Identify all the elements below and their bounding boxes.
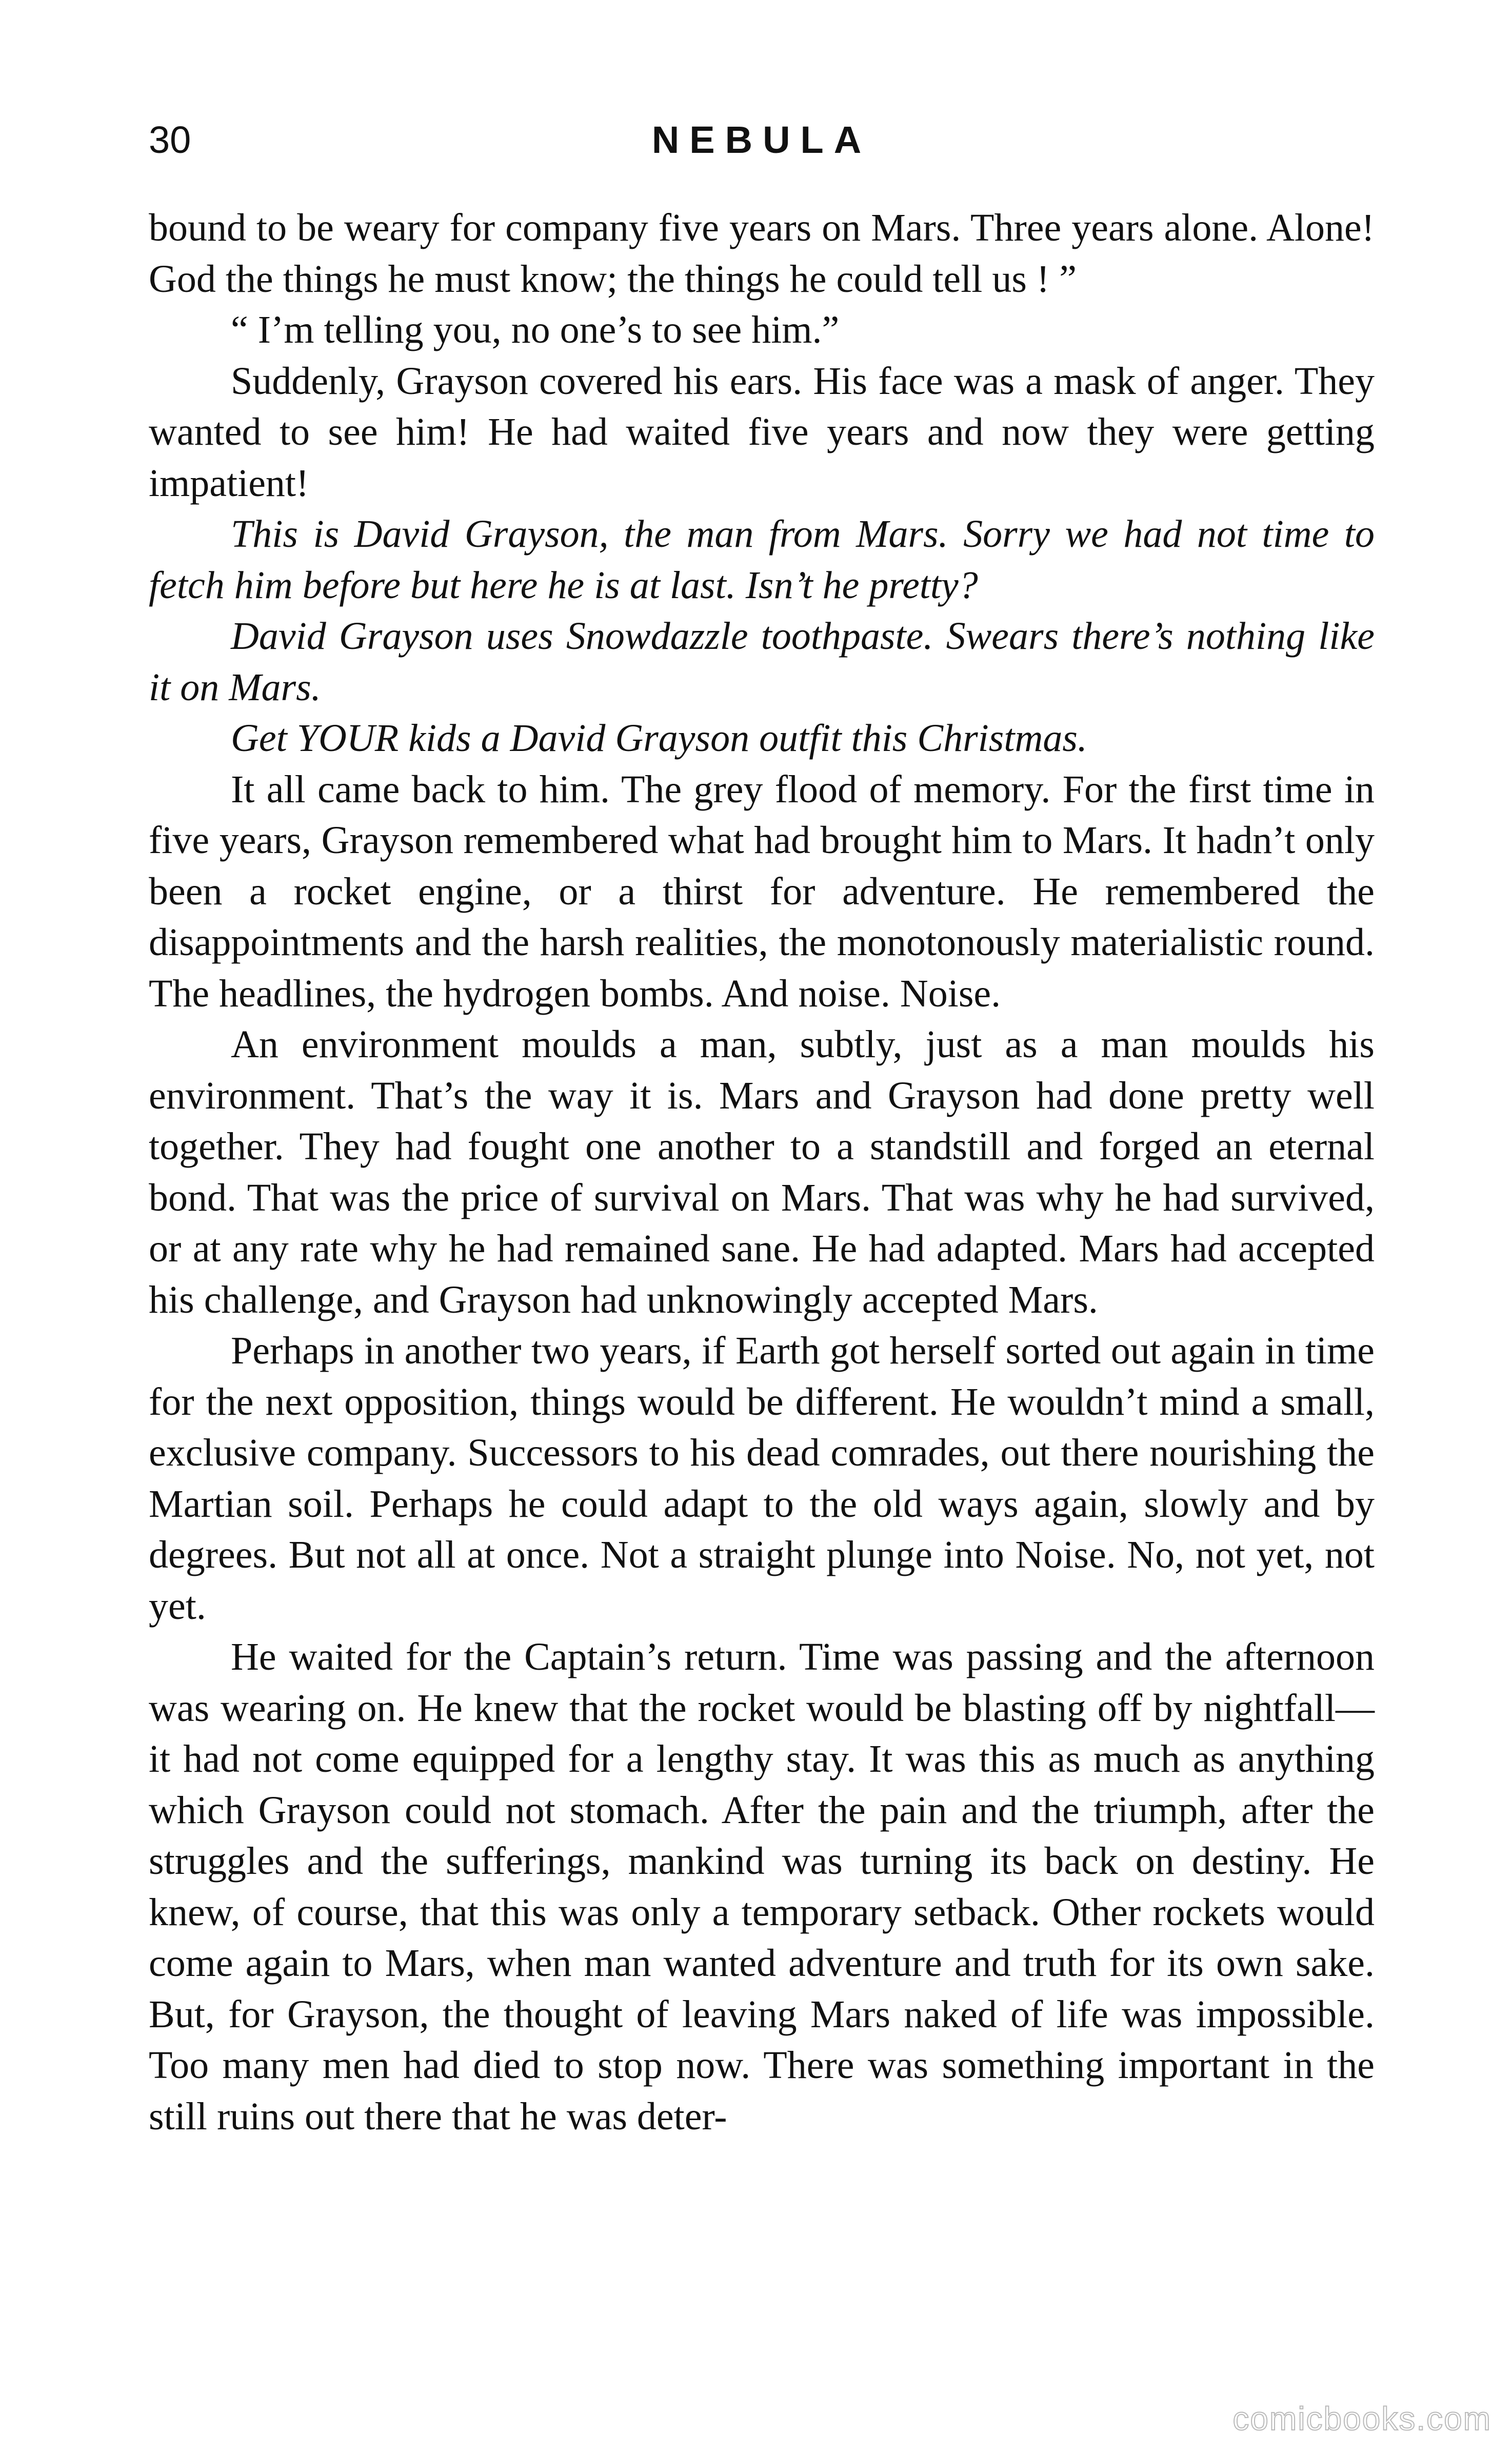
body-text: [149, 203, 1375, 2142]
running-title: NEBULA: [651, 118, 872, 161]
watermark: comicbooks.com: [1232, 2400, 1491, 2437]
page-number: 30: [149, 118, 191, 161]
paragraph-1: bound to be weary for company five years on Mars. Three years alone. Alone! God the things he must know; the things he could tell us ! ”: [149, 206, 1375, 301]
paragraph-2: “ I’m telling you, no one’s to see him.”: [231, 308, 840, 351]
paragraph-7: It all came back to him. The grey flood of memory. For the first time in five years, Grayson remembered what had brought him to Mars. It hadn’t only been a rocket engine, or a thirst for adventure. He remembered the disappointments and the harsh realities, the monotonously materialistic round. The headlines, the hydrogen bombs. And noise. Noise.: [149, 767, 1375, 1015]
paragraph-8: An environment moulds a man, subtly, just as a man moulds his environment. That’s the way it is. Mars and Grayson had done pretty well together. They had fought one another to a standstill and forged an eternal bond. That was the price of survival on Mars. That was why he had survived, or at any rate why he had remained sane. He had adapted. Mars had accepted his challenge, and Grayson had unknowingly accepted Mars.: [149, 1023, 1375, 1321]
paragraph-10: He waited for the Captain’s return. Time was passing and the afternoon was wearing on. He knew that the rocket would be blasting off by nightfall—it had not come equipped for a lengthy stay. It was this as much as anything which Grayson could not stomach. After the pain and the triumph, after the struggles and the sufferings, mankind was turning its back on destiny. He knew, of course, that this was only a temporary setback. Other rockets would come again to Mars, when man wanted adventure and truth for its own sake. But, for Grayson, the thought of leaving Mars naked of life was impossible. Too many men had died to stop now. There was something important in the still ruins out there that he was deter-: [149, 1635, 1375, 2138]
paragraph-5: David Grayson uses Snowdazzle toothpaste. Swears there’s nothing like it on Mars.: [149, 615, 1375, 709]
paragraph-6: Get YOUR kids a David Grayson outfit this Christmas.: [231, 717, 1087, 760]
page-header: [149, 112, 1364, 168]
paragraph-3: Suddenly, Grayson covered his ears. His face was a mask of anger. They wanted to see him! He had waited five years and now they were getting impatient!: [149, 359, 1375, 505]
paragraph-9: Perhaps in another two years, if Earth got herself sorted out again in time for the next opposition, things would be different. He wouldn’t mind a small, exclusive company. Successors to his dead comrades, out there nourishing the Martian soil. Perhaps he could adapt to the old ways again, slowly and by degrees. But not all at once. Not a straight plunge into Noise. No, not yet, not yet.: [149, 1329, 1375, 1628]
paragraph-4: This is David Grayson, the man from Mars. Sorry we had not time to fetch him before but here he is at last. Isn’t he pretty?: [149, 512, 1375, 607]
